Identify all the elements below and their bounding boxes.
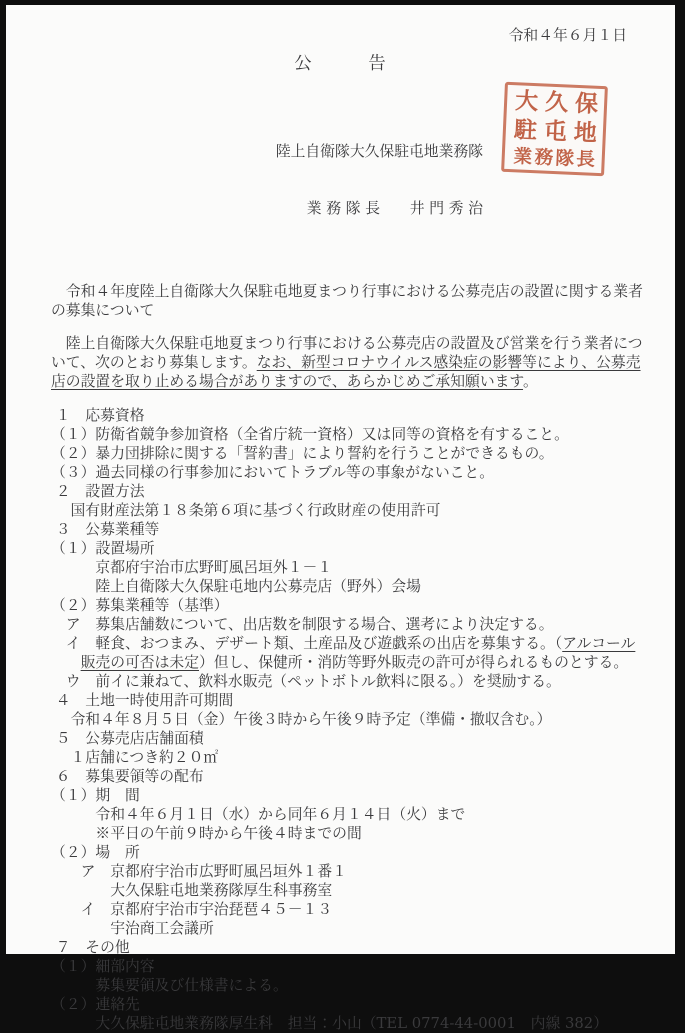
doc-line — [51, 900, 630, 919]
doc-text: ア 京都府宇治市広野町風呂垣外１番１ — [51, 863, 347, 880]
scanned-notice-page — [6, 5, 675, 1032]
doc-text: １ 応募資格 — [51, 407, 145, 424]
doc-text: イ 軽食、おつまみ、デザート類、土産品及び遊戯系の出店を募集する。（ — [51, 635, 563, 652]
official-stamp — [501, 82, 608, 176]
doc-text: ア 募集店舗数について、出店数を制限する場合、選考により決定する。 — [51, 616, 554, 633]
doc-line — [51, 862, 630, 881]
document-date: 令和４年６月１日 — [508, 27, 627, 44]
doc-text: ３ 公募業種等 — [51, 521, 160, 538]
doc-line — [51, 672, 630, 691]
doc-text: 令和４年８月５日（金）午後３時から午後９時予定（準備・撤収含む。） — [51, 711, 552, 728]
doc-line — [51, 976, 630, 995]
doc-text: ４ 土地一時使用許可期間 — [51, 692, 234, 709]
doc-line — [51, 767, 630, 786]
doc-text: 。 — [523, 373, 538, 390]
doc-text: （２）連絡先 — [51, 996, 140, 1013]
doc-line — [51, 919, 630, 938]
doc-text: 陸上自衛隊大久保駐屯地内公募売店（野外）会場 — [51, 578, 421, 595]
doc-line — [51, 596, 630, 615]
doc-text: 国有財産法第１８条第６項に基づく行政財産の使用許可 — [51, 502, 441, 519]
doc-line — [51, 425, 630, 444]
doc-line — [51, 444, 630, 463]
doc-line — [51, 805, 630, 824]
doc-line — [51, 301, 630, 320]
doc-text: （３）過去同様の行事参加においてトラブル等の事象がないこと。 — [51, 464, 495, 481]
doc-text: ウ 前イに兼ねて、飲料水販売（ペットボトル飲料に限る。）を奨励する。 — [51, 673, 561, 690]
doc-line — [51, 995, 630, 1014]
doc-line — [51, 520, 630, 539]
doc-line — [51, 653, 630, 672]
doc-line — [51, 710, 630, 729]
doc-line — [51, 1014, 630, 1033]
doc-text: いて、次のとおり募集します。 — [51, 354, 257, 371]
doc-line — [51, 353, 641, 372]
sender-name: 業 務 隊 長 井 門 秀 治 — [306, 200, 483, 217]
doc-line — [51, 691, 630, 710]
stamp-row: 大久保 — [514, 87, 606, 119]
underlined-text: アルコール — [562, 635, 636, 652]
underlined-text: 販売の可否は未定 — [80, 654, 199, 671]
doc-text: １店舗につき約２０㎡ — [51, 749, 219, 766]
doc-text: （１）細部内容 — [51, 958, 155, 975]
doc-text: ）但し、保健所・消防等野外販売の許可が得られるものとする。 — [199, 654, 629, 671]
doc-line — [51, 824, 630, 843]
doc-text: （１）防衛省競争参加資格（全省庁統一資格）又は同等の資格を有すること。 — [51, 426, 569, 443]
underlined-text: 店の設置を取り止める場合がありますので、あらかじめご承知願います — [51, 373, 524, 390]
doc-text: ※平日の午前９時から午後４時までの間 — [51, 825, 362, 842]
numbered-items — [6, 406, 675, 1033]
doc-text: 令和４年６月１日（水）から同年６月１４日（火）まで — [51, 806, 466, 823]
doc-line — [51, 634, 636, 653]
doc-line — [51, 539, 630, 558]
doc-line — [51, 786, 630, 805]
doc-line — [51, 615, 630, 634]
doc-text: ７ その他 — [51, 939, 130, 956]
doc-text: 陸上自衛隊大久保駐屯地夏まつり行事における公募売店の設置及び営業を行う業者につ — [51, 335, 643, 352]
doc-text: （２）暴力団排除に関する「誓約書」により誓約を行うことができるもの。 — [51, 445, 554, 462]
doc-line — [51, 482, 630, 501]
doc-line — [51, 501, 630, 520]
doc-line — [51, 577, 630, 596]
sender-organization: 陸上自衛隊大久保駐屯地業務隊 — [275, 143, 483, 160]
doc-line — [51, 957, 630, 976]
doc-text: （１）期 間 — [51, 787, 140, 804]
doc-line — [51, 729, 630, 748]
doc-text: 京都府宇治市広野町風呂垣外１－１ — [51, 559, 333, 576]
doc-line — [51, 406, 630, 425]
doc-line — [51, 334, 643, 353]
doc-text: 宇治商工会議所 — [51, 920, 214, 937]
doc-text: ２ 設置方法 — [51, 483, 145, 500]
intro-paragraph — [6, 334, 675, 391]
doc-text: （２）場 所 — [51, 844, 140, 861]
subject-paragraph — [6, 282, 675, 320]
doc-line — [51, 282, 643, 301]
underlined-text: なお、新型コロナウイルス感染症の影響等により、公募売 — [256, 354, 641, 371]
stamp-row: 業務隊長 — [513, 145, 598, 171]
notice-title: 公 告 — [294, 54, 387, 74]
doc-line — [51, 372, 630, 391]
doc-text: 募集要領及び仕様書による。 — [51, 977, 288, 994]
doc-text: ５ 公募売店店舗面積 — [51, 730, 204, 747]
doc-text: ６ 募集要領等の配布 — [51, 768, 204, 785]
doc-line — [51, 881, 630, 900]
doc-line — [51, 558, 630, 577]
doc-text: （１）設置場所 — [51, 540, 155, 557]
doc-text: 大久保駐屯地業務隊厚生科事務室 — [51, 882, 333, 899]
doc-text: 令和４年度陸上自衛隊大久保駐屯地夏まつり行事における公募売店の設置に関する業者 — [51, 283, 643, 300]
doc-text: の募集について — [51, 302, 155, 319]
doc-text: 大久保駐屯地業務隊厚生科 担当：小山（TEL 0774-44-0001 内線 382） — [51, 1015, 609, 1032]
doc-text — [51, 654, 81, 671]
doc-line — [51, 843, 630, 862]
doc-line — [51, 748, 630, 767]
doc-text: イ 京都府宇治市宇治琵琶４５－１３ — [51, 901, 333, 918]
doc-line — [51, 463, 630, 482]
doc-line — [51, 938, 630, 957]
doc-text: （２）募集業種等（基準） — [51, 597, 229, 614]
stamp-row: 駐屯地 — [513, 116, 605, 148]
